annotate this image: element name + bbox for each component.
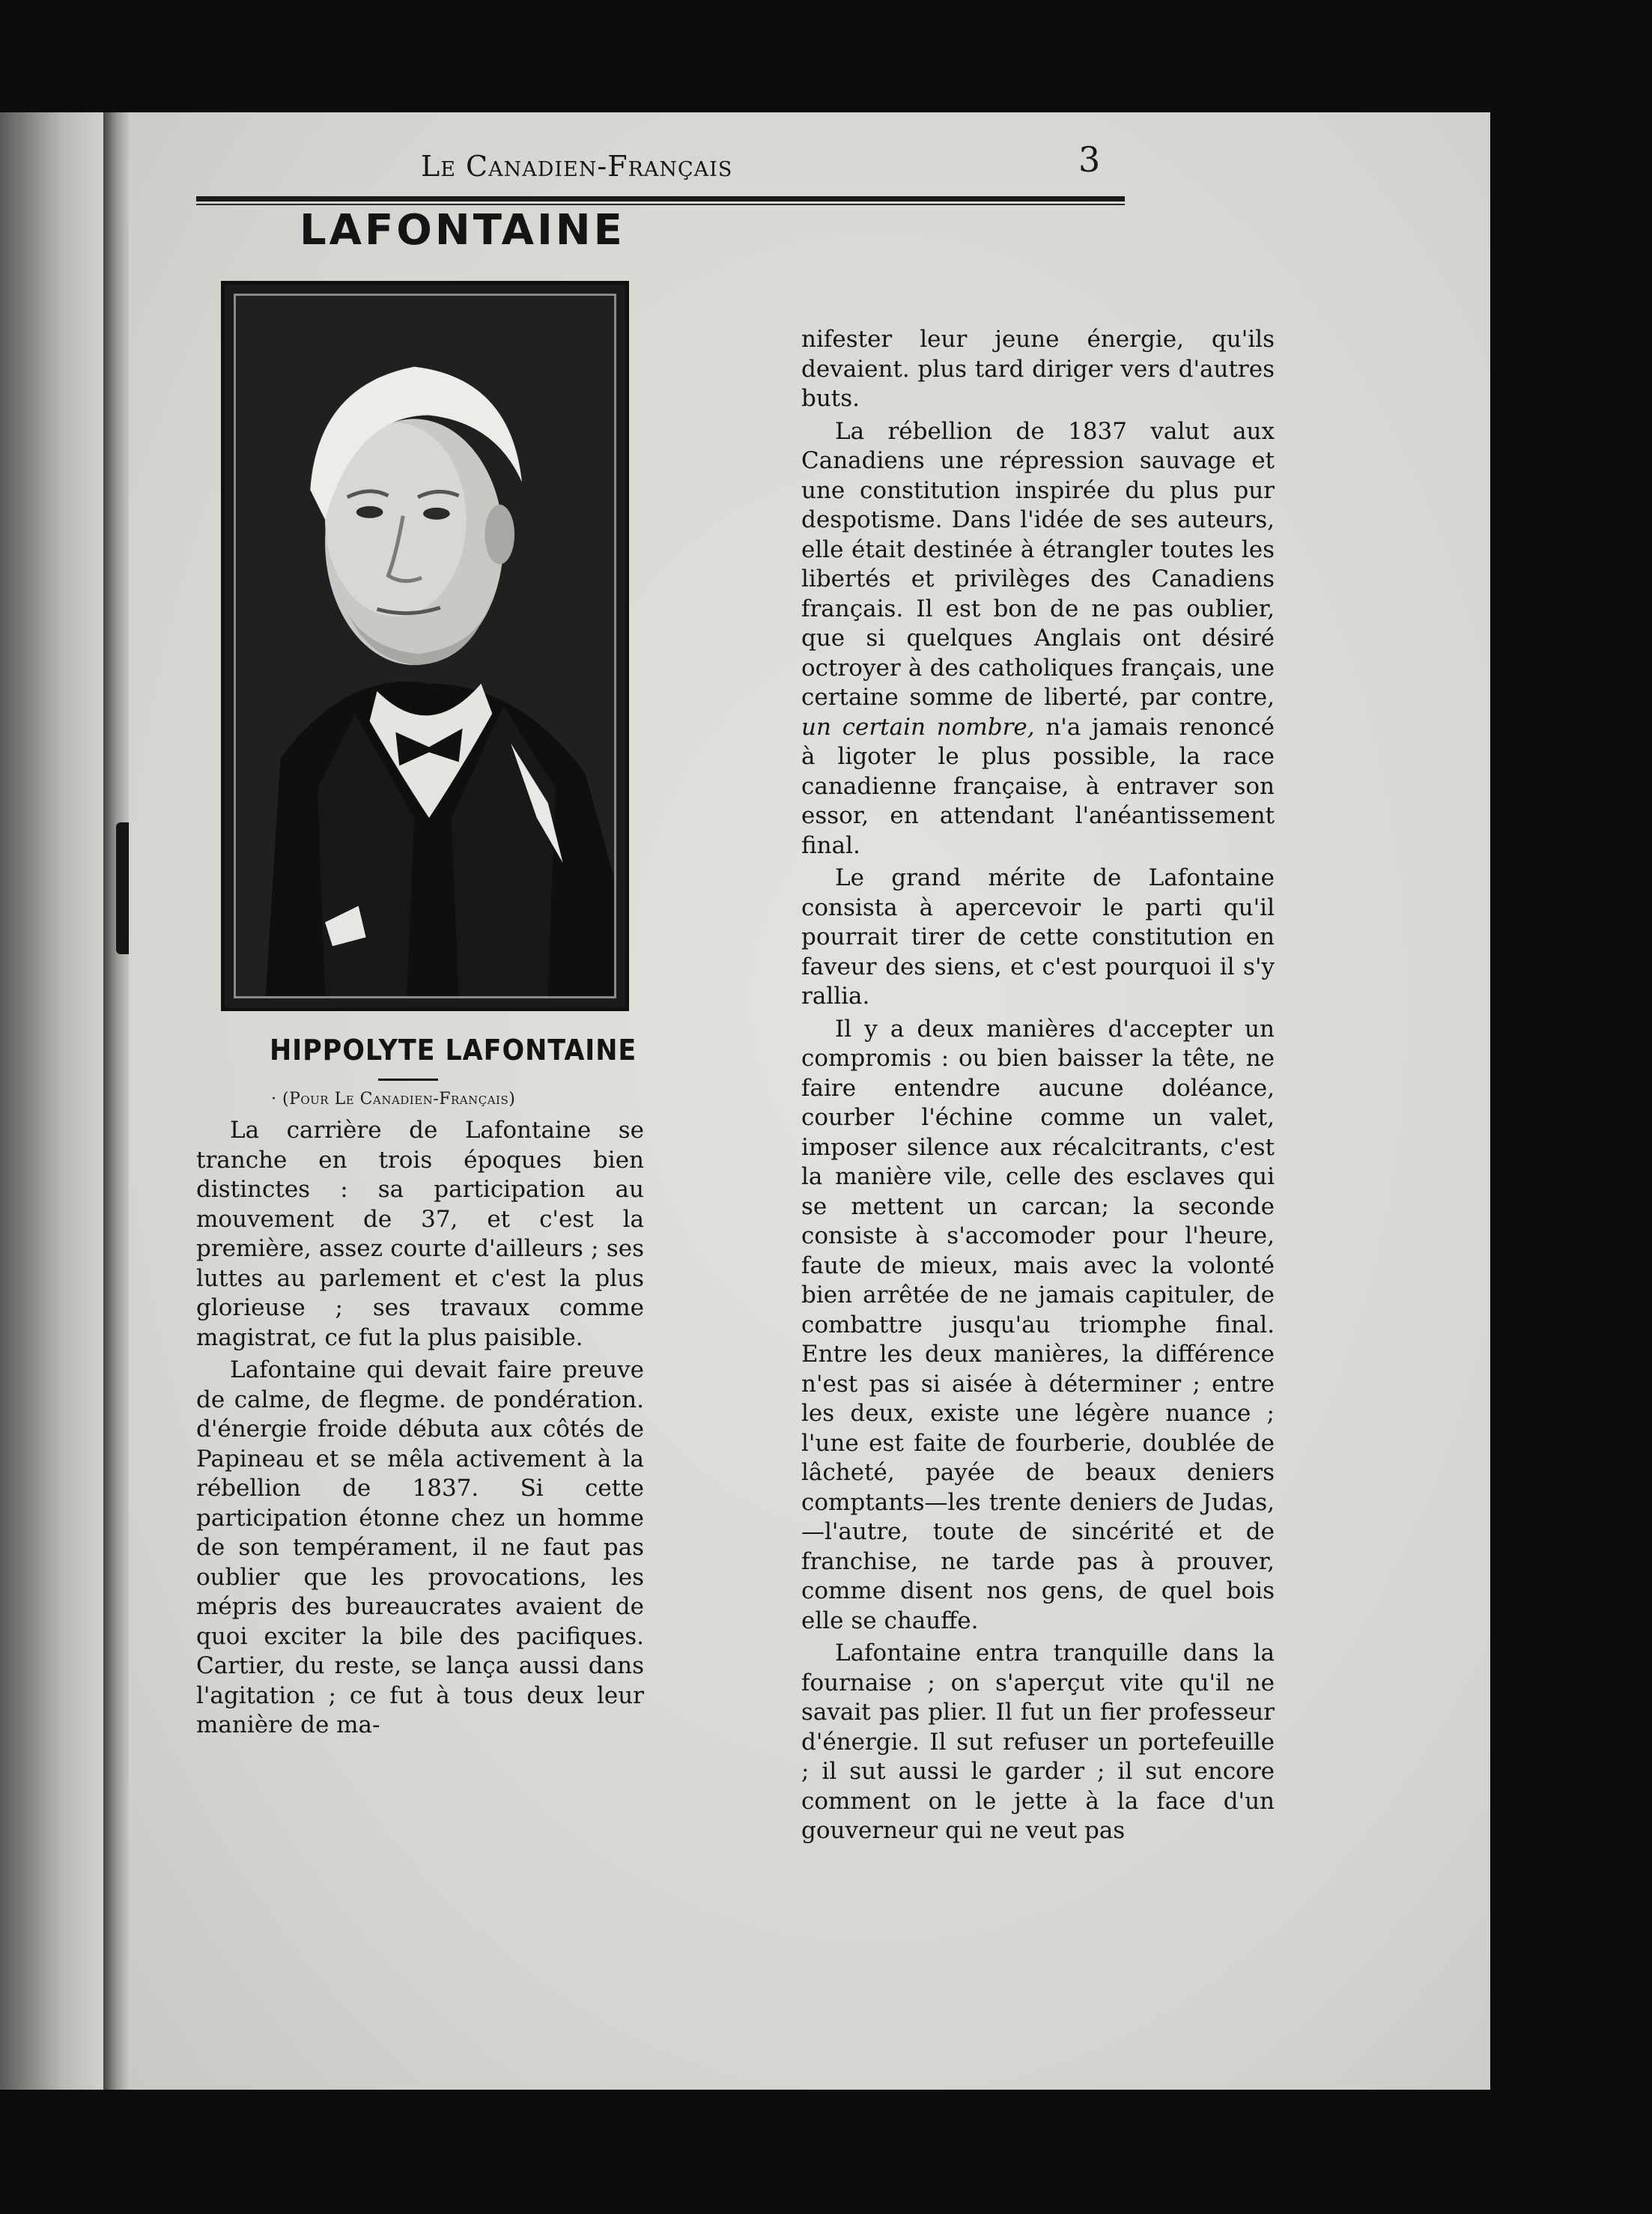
portrait-illustration [236,296,614,996]
paragraph-continuation: nifester leur jeune énergie, qu'ils devaient. plus tard diriger vers d'autres buts. [801,326,1275,412]
right-column [801,325,1275,1846]
portrait-photo [221,281,629,1011]
page-number: 3 [1078,139,1101,180]
header-rule [196,196,1125,201]
left-column [196,1116,644,1741]
caption-credit: · (Pour Le Canadien-Français) [271,1090,516,1108]
paragraph: La carrière de Lafontaine se tranche en trois époques bien distinctes : sa participation au mouvement de 37, et c'est la première, assez courte d'ailleurs ; ses luttes au parlement et c'est la plus glorieuse ; ses travaux comme magistrat, ce fut la plus paisible. [196,1117,644,1351]
paragraph [801,417,1275,861]
article-title: LAFONTAINE [300,206,625,255]
caption-rule [378,1079,438,1081]
portrait-image-area [234,294,616,998]
paragraph: Lafontaine entra tranquille dans la fournaise ; on s'aperçut vite qu'il ne savait pas plier. Il fut un fier professeur d'énergie. Il sut refuser un portefeuille ; il sut aussi le garder ; il sut encore comment on le jette à la face d'un gouverneur qui ne veut pas [801,1640,1275,1844]
portrait-caption: HIPPOLYTE LAFONTAINE [270,1034,637,1067]
header-rule-thin [196,204,1125,205]
paragraph: Il y a deux manières d'accepter un compromis : ou bien baisser la tête, ne faire entendre aucune doléance, courber l'échine comme un valet, imposer silence aux récalcitrants, c'est la manière vile, celle des esclaves qui se mettent un carcan; la seconde consiste à s'accomoder pour l'heure, faute de mieux, mais avec la volonté bien arrêtée de ne jamais capituler, de combattre jusqu'au triomphe final. Entre les deux manières, la différence n'est pas si aisée à déterminer ; entre les deux, existe une légère nuance ; l'une est faite de fourberie, doublée de lâcheté, payée de beaux deniers comptants—les trente deniers de Judas,—l'autre, toute de sincérité et de franchise, ne tarde pas à prouver, comme disent nos gens, de quel bois elle se chauffe. [801,1015,1275,1634]
paragraph: Le grand mérite de Lafontaine consista à apercevoir le parti qu'il pourrait tirer de cette constitution en faveur des siens, et c'est pourquoi il s'y rallia. [801,864,1275,1010]
text-run: La rébellion de 1837 valut aux Canadiens une répression sauvage et une constitution inspirée du plus pur despotisme. Dans l'idée de ses auteurs, elle était destinée à étrangler toutes les libertés et privilèges des Canadiens français. Il est bon de ne pas oublier, que si quelques Anglais ont désiré octroyer à des catholiques français, une certaine somme de liberté, par contre, [801,417,1275,711]
running-title: Le Canadien-Français [421,150,733,183]
left-page-edge [0,112,112,2090]
text-run: n'a jamais renoncé à ligoter le plus possible, la race canadienne française, à entraver son essor, en attendant l'anéantissement final. [801,713,1275,859]
italic-text: un certain nombre, [801,713,1035,741]
paragraph: Lafontaine qui devait faire preuve de calme, de flegme. de pondération. d'énergie froide débuta aux côtés de Papineau et se mêla activement à la rébellion de 1837. Si cette participation étonne chez un homme de son tempérament, il ne faut pas oublier que les provocations, les mépris des bureaucrates avaient de quoi exciter la bile des pacifiques. Cartier, du reste, se lança aussi dans l'agitation ; ce fut à tous deux leur manière de ma- [196,1356,644,1738]
